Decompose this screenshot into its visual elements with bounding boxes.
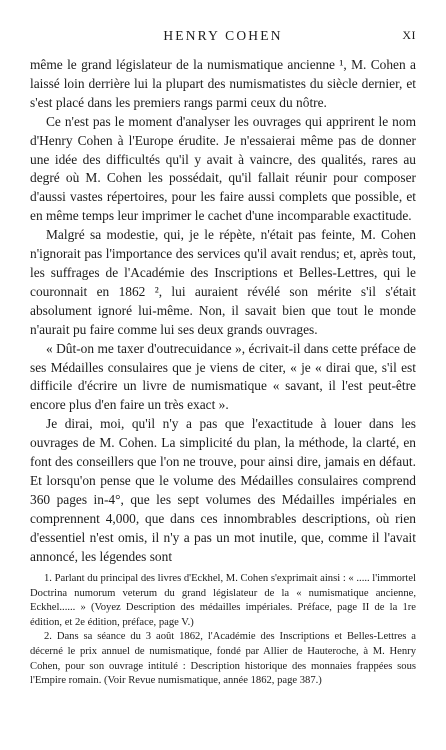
paragraph: même le grand législateur de la numismatique ancienne ¹, M. Cohen a laissé loin derrière lui la plupart des numismatistes du siècle dernier, et s'est placé dans les premiers rangs parmi ceux du nôtre. <box>30 57 416 110</box>
paragraph: Ce n'est pas le moment d'analyser les ouvrages qui apprirent le nom d'Henry Cohen à l'Europe érudite. Je n'essaierai même pas de donner une idée des difficultés qu'il y avait à vaincre, des qualités, rares au degré où M. Cohen les possédait, qu'il fallait réunir pour composer d'aussi vastes répertoires, pour les faire aussi complets que possible, et en même temps leur imprimer le cachet d'une incomparable exactitude. <box>30 113 416 224</box>
paragraph: Je dirai, moi, qu'il n'y a pas que l'exactitude à louer dans les ouvrages de M. Cohen. La simplicité du plan, la méthode, la clarté, en font des conseillers que l'on ne trouve, pour ainsi dire, jamais en défaut. Et lorsqu'on pense que le volume des Médailles consulaires comprend 360 pages in-4°, que les sept volumes des Médailles impériales en comprennent 4,000, que dans ces innombrables descriptions, où rien d'essentiel n'est omis, il n'y a pas un mot inutile, que, comme il l'avait annoncé, les légendes sont <box>30 416 416 564</box>
page-header <box>30 28 416 46</box>
paragraph: « Dût-on me taxer d'outrecuidance », écrivait-il dans cette préface de ses Médailles consulaires que je viens de citer, « je « dirai que, s'il est difficile d'écrire un livre de numismatique « savant, il l'est peut-être encore plus d'en faire un très exact ». <box>30 340 416 413</box>
paragraph: Malgré sa modestie, qui, je le répète, n'était pas feinte, M. Cohen n'ignorait pas l'importance des services qu'il avait rendus; et, après tout, les suffrages de l'Académie des Inscriptions et Belles-Lettres, qui le couronnait en 1862 ², lui auraient révélé son mérite s'il s'était absolument ignoré lui-même. Non, il savait bien que tout le monde n'aurait pu faire comme lui ses deux grands ouvrages. <box>30 227 416 337</box>
page-number: XI <box>402 28 416 42</box>
footnote: 1. Parlant du principal des livres d'Eckhel, M. Cohen s'exprimait ainsi : « ..... l'immortel Doctrina numorum veterum du grand législateur de la « numismatique ancienne, Eckhel...... » (Voyez Description des médailles impériales. Préface, page II de la 1re édition, et 2e édition, préface, page V.) <box>30 573 416 628</box>
main-text <box>30 56 416 566</box>
footnote: 2. Dans sa séance du 3 août 1862, l'Académie des Inscriptions et Belles-Lettres a décerné le prix annuel de numismatique, fondé par Allier de Hauteroche, à M. Henry Cohen, pour son ouvrage intitulé : Description historique des monnaies frappées sous l'Empire romain. (Voir Revue numismatique, année 1862, page 387.) <box>30 631 416 687</box>
running-title: HENRY COHEN <box>163 28 283 43</box>
footnotes <box>30 572 416 689</box>
